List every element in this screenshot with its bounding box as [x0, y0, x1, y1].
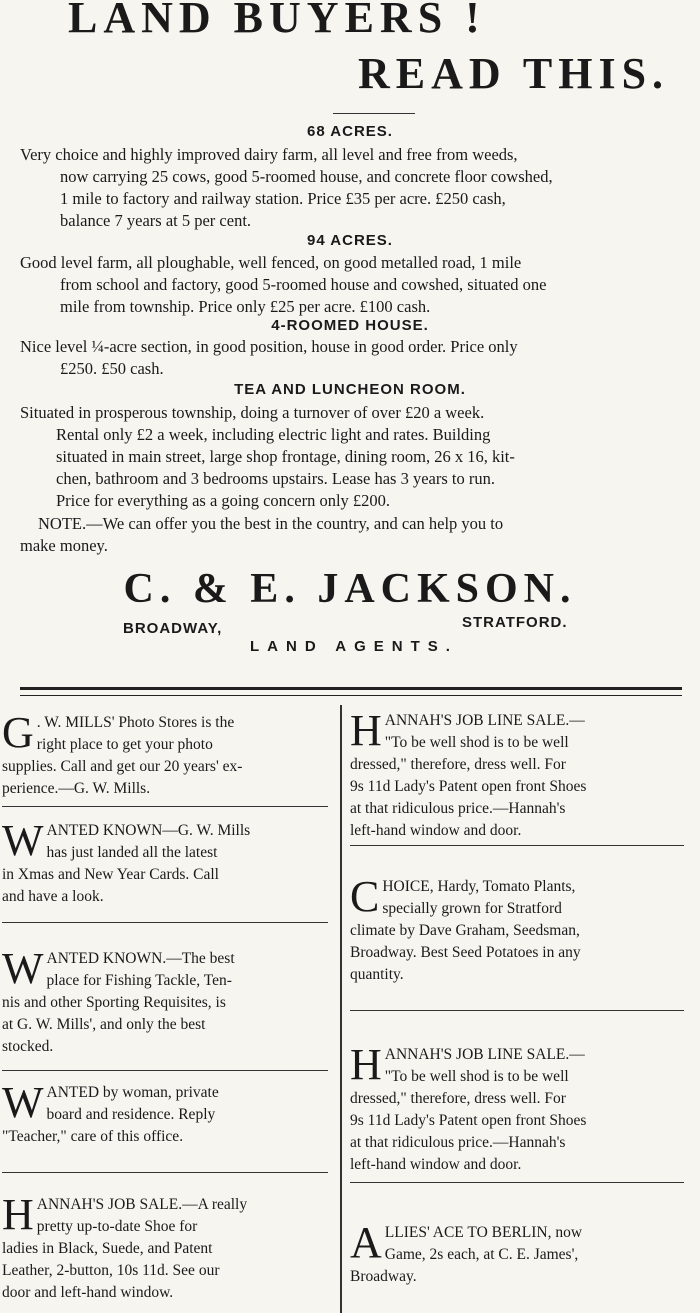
listing-body-4-roomed-house — [20, 336, 688, 380]
ad-line: ladies in Black, Suede, and Patent — [2, 1240, 213, 1257]
ad-line: right place to get your photo — [36, 736, 213, 753]
listing-line: balance 7 years at 5 per cent. — [60, 211, 252, 230]
drop-cap: C — [350, 872, 380, 921]
section-divider-thick — [20, 687, 682, 690]
ad-hannahs-job-line-2 — [350, 1040, 690, 1176]
ad-line: supplies. Call and get our 20 years' ex- — [2, 758, 243, 775]
note-line: NOTE.—We can offer you the best in the country, and can help you to — [38, 514, 504, 533]
ad-line: at G. W. Mills', and only the best — [2, 1016, 206, 1033]
ad-line: "Teacher," care of this office. — [2, 1128, 184, 1145]
ad-tomato-plants — [350, 872, 690, 986]
listing-line: situated in main street, large shop frontage, dining room, 26 x 16, kit- — [56, 447, 515, 466]
listing-title-4-roomed-house: 4-ROOMED HOUSE. — [271, 317, 429, 334]
ad-line: dressed," therefore, dress well. For — [350, 756, 566, 773]
ad-line: pretty up-to-date Shoe for — [36, 1218, 198, 1235]
listing-title-68-acres: 68 ACRES. — [307, 123, 393, 140]
ad-line: ANNAH'S JOB SALE.—A really — [36, 1196, 248, 1213]
ad-line: board and residence. Reply — [46, 1106, 216, 1123]
drop-cap: W — [2, 1078, 44, 1127]
ad-separator — [350, 1010, 684, 1011]
ad-line: door and left-hand window. — [2, 1284, 174, 1301]
ad-line: stocked. — [2, 1038, 54, 1055]
drop-cap: H — [2, 1190, 34, 1239]
ad-line: quantity. — [350, 966, 404, 983]
listing-title-tea-room: TEA AND LUNCHEON ROOM. — [234, 381, 466, 398]
header-divider — [333, 113, 415, 114]
listing-body-68-acres — [20, 144, 688, 232]
ad-line: ANTED by woman, private — [46, 1084, 219, 1101]
firm-role: LAND AGENTS. — [250, 638, 458, 655]
ad-line: has just landed all the latest — [46, 844, 218, 861]
ad-separator — [2, 806, 328, 807]
listing-line: Good level farm, all ploughable, well fenced, on good metalled road, 1 mile — [20, 253, 522, 272]
note-line: make money. — [20, 536, 108, 555]
ad-line: ANNAH'S JOB LINE SALE.— — [384, 1046, 585, 1063]
listing-body-tea-room — [20, 402, 688, 512]
ad-hannahs-job-sale — [2, 1190, 332, 1304]
ad-line: place for Fishing Tackle, Ten- — [46, 972, 232, 989]
column-divider — [340, 705, 342, 1313]
listing-line: Very choice and highly improved dairy farm, all level and free from weeds, — [20, 145, 518, 164]
listing-line: Price for everything as a going concern only £200. — [56, 491, 391, 510]
listing-line: now carrying 25 cows, good 5-roomed house, and concrete floor cowshed, — [60, 167, 553, 186]
ad-line: in Xmas and New Year Cards. Call — [2, 866, 219, 883]
ad-line: "To be well shod is to be well — [384, 734, 569, 751]
ad-line: ANTED KNOWN—G. W. Mills — [46, 822, 251, 839]
drop-cap: G — [2, 708, 34, 757]
ad-separator — [2, 922, 328, 923]
listing-line: Rental only £2 a week, including electric light and rates. Building — [56, 425, 491, 444]
ad-line: . W. MILLS' Photo Stores is the — [36, 714, 235, 731]
ad-line: climate by Dave Graham, Seedsman, — [350, 922, 580, 939]
listing-line: mile from township. Price only £25 per acre. £100 cash. — [60, 297, 431, 316]
drop-cap: W — [2, 944, 44, 993]
drop-cap: W — [2, 816, 44, 865]
ad-separator — [2, 1070, 328, 1071]
headline-land-buyers: LAND BUYERS ! — [68, 0, 486, 42]
ad-hannahs-job-line-1 — [350, 706, 690, 842]
listing-line: chen, bathroom and 3 bedrooms upstairs. Lease has 3 years to run. — [56, 469, 495, 488]
ad-line: specially grown for Stratford — [382, 900, 562, 917]
ad-line: Game, 2s each, at C. E. James', — [384, 1246, 579, 1263]
listing-body-94-acres — [20, 252, 688, 318]
ad-mills-cards — [2, 816, 332, 908]
ad-line: at that ridiculous price.—Hannah's — [350, 1134, 566, 1151]
ad-line: left-hand window and door. — [350, 822, 522, 839]
drop-cap: A — [350, 1218, 382, 1267]
ad-mills-photo — [2, 708, 332, 800]
listing-line: Situated in prosperous township, doing a turnover of over £20 a week. — [20, 403, 485, 422]
ad-line: Broadway. Best Seed Potatoes in any — [350, 944, 581, 961]
listing-line: Nice level ¼-acre section, in good position, house in good order. Price only — [20, 337, 518, 356]
ad-line: Leather, 2-button, 10s 11d. See our — [2, 1262, 220, 1279]
section-divider-thin — [20, 695, 682, 696]
drop-cap: H — [350, 706, 382, 755]
listing-title-94-acres: 94 ACRES. — [307, 232, 393, 249]
listing-line: 1 mile to factory and railway station. Price £35 per acre. £250 cash, — [60, 189, 506, 208]
firm-name: C. & E. JACKSON. — [123, 566, 577, 612]
ad-line: 9s 11d Lady's Patent open front Shoes — [350, 778, 587, 795]
listing-line: from school and factory, good 5-roomed house and cowshed, situated one — [60, 275, 547, 294]
ad-line: LLIES' ACE TO BERLIN, now — [384, 1224, 583, 1241]
ad-line: "To be well shod is to be well — [384, 1068, 569, 1085]
listing-line: £250. £50 cash. — [60, 359, 164, 378]
ad-line: and have a look. — [2, 888, 104, 905]
ad-line: ANNAH'S JOB LINE SALE.— — [384, 712, 585, 729]
note-paragraph — [20, 513, 688, 557]
ad-separator — [350, 845, 684, 846]
ad-line: left-hand window and door. — [350, 1156, 522, 1173]
ad-line: 9s 11d Lady's Patent open front Shoes — [350, 1112, 587, 1129]
ad-line: HOICE, Hardy, Tomato Plants, — [382, 878, 576, 895]
ad-line: Broadway. — [350, 1268, 417, 1285]
ad-line: ANTED KNOWN.—The best — [46, 950, 235, 967]
ad-line: at that ridiculous price.—Hannah's — [350, 800, 566, 817]
ad-line: dressed," therefore, dress well. For — [350, 1090, 566, 1107]
drop-cap: H — [350, 1040, 382, 1089]
ad-line: perience.—G. W. Mills. — [2, 780, 151, 797]
ad-mills-fishing — [2, 944, 332, 1058]
ad-wanted-board — [2, 1078, 332, 1148]
headline-read-this: READ THIS. — [358, 49, 670, 98]
ad-allies-race — [350, 1218, 690, 1288]
ad-separator — [350, 1182, 684, 1183]
ad-line: nis and other Sporting Requisites, is — [2, 994, 226, 1011]
firm-street: BROADWAY, — [123, 620, 223, 637]
ad-separator — [2, 1172, 328, 1173]
firm-town: STRATFORD. — [462, 614, 568, 631]
